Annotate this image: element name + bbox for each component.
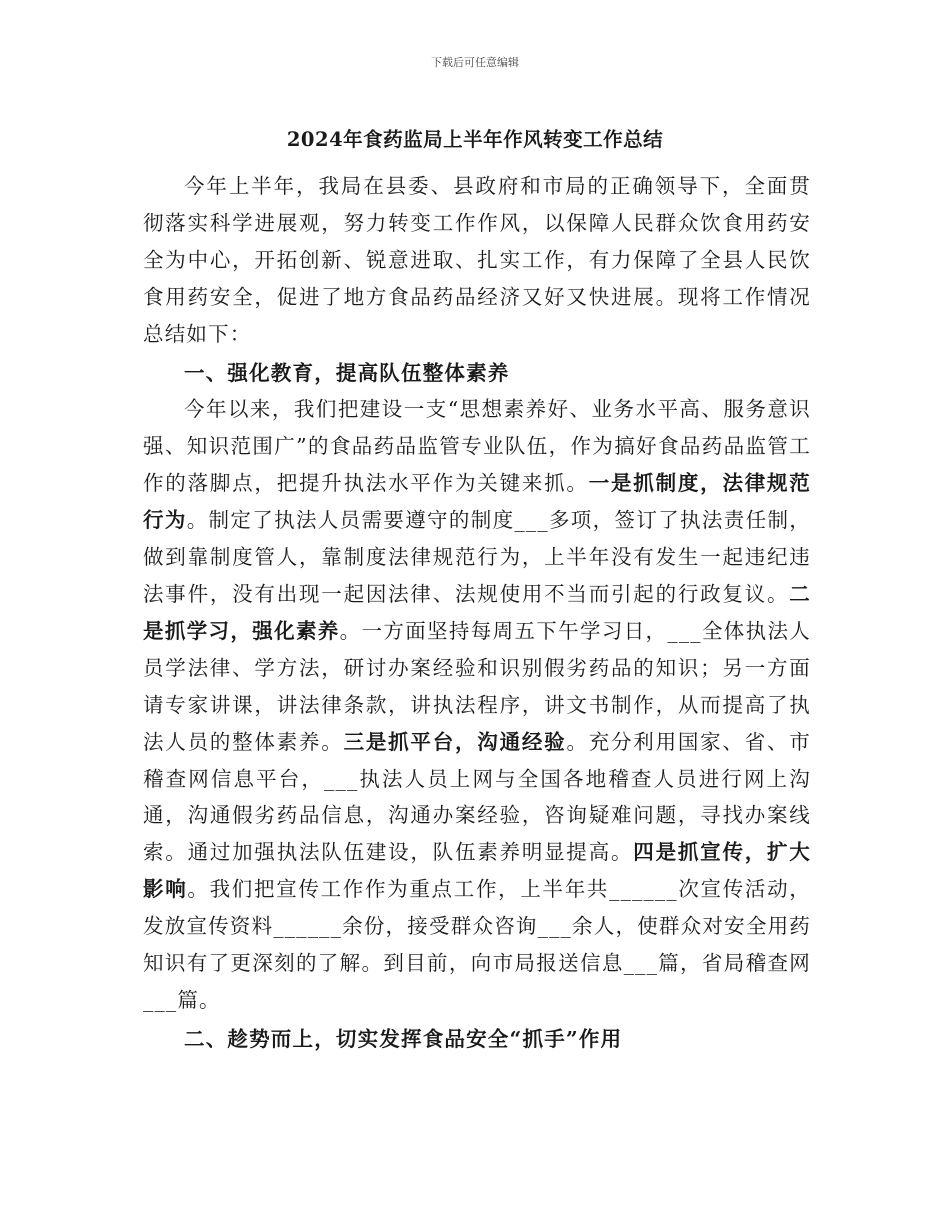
bold-point-2: 二是抓学习，强化素养 (143, 581, 811, 643)
paragraph-text: 。制定了执法人员需要遵守的制度___多项，签订了执法责任制，做到靠制度管人，靠制度法律规范行为，上半年没有发生一起违纪违法事件，没有出现一起因法律、法规使用不当而引起的行政复议。 (143, 508, 811, 606)
section-heading-1: 一、强化教育，提高队伍整体素养 (184, 360, 510, 385)
intro-paragraph: 今年上半年，我局在县委、县政府和市局的正确领导下，全面贯彻落实科学进展观，努力转变工作作风，以保障人民群众饮食用药安全为中心，开拓创新、锐意进取、扎实工作，有力保障了全县人民饮食用药安全，促进了地方食品药品经济又好又快进展。现将工作情况总结如下： (143, 174, 811, 346)
bold-point-4: 四是抓宣传，扩大影响 (143, 840, 811, 902)
paragraph-text: 今年以来，我们把建设一支“思想素养好、业务水平高、服务意识强、知识范围广”的食品药品监管专业队伍，作为搞好食品药品监管工作的落脚点，把提升执法水平作为关键来抓。 (143, 397, 811, 496)
paragraph-text: 。我们把宣传工作作为重点工作，上半年共______次宣传活动，发放宣传资料______余份，接受群众咨询___余人，使群众对安全用药知识有了更深刻的了解。到目前，向市局报送信息___篇，省局稽查网___篇。 (143, 877, 812, 1012)
paragraph-text: 。充分利用国家、省、市稽查网信息平台，___执法人员上网与全国各地稽查人员进行网上沟通，沟通假劣药品信息，沟通办案经验，咨询疑难问题，寻找办案线索。通过加强执法队伍建设，队伍素养明显提高。 (143, 729, 811, 865)
paragraph-text: 。一方面坚持每周五下午学习日，___全体执法人员学法律、学方法，研讨办案经验和识别假劣药品的知识；另一方面请专家讲课，讲法律条款，讲执法程序，讲文书制作，从而提高了执法人员的整体素养。 (143, 618, 811, 754)
bold-point-3: 三是抓平台，沟通经验 (343, 729, 567, 754)
bold-point-1: 一是抓制度，法律规范行为 (143, 471, 812, 533)
document-body (143, 168, 811, 1058)
document-title: 2024年食药监局上半年作风转变工作总结 (286, 128, 664, 151)
page-header: 下载后可任意编辑 (431, 56, 519, 69)
section-heading-2: 二、趁势而上，切实发挥食品安全“抓手”作用 (184, 1026, 623, 1051)
section-1-paragraph (143, 391, 811, 1018)
